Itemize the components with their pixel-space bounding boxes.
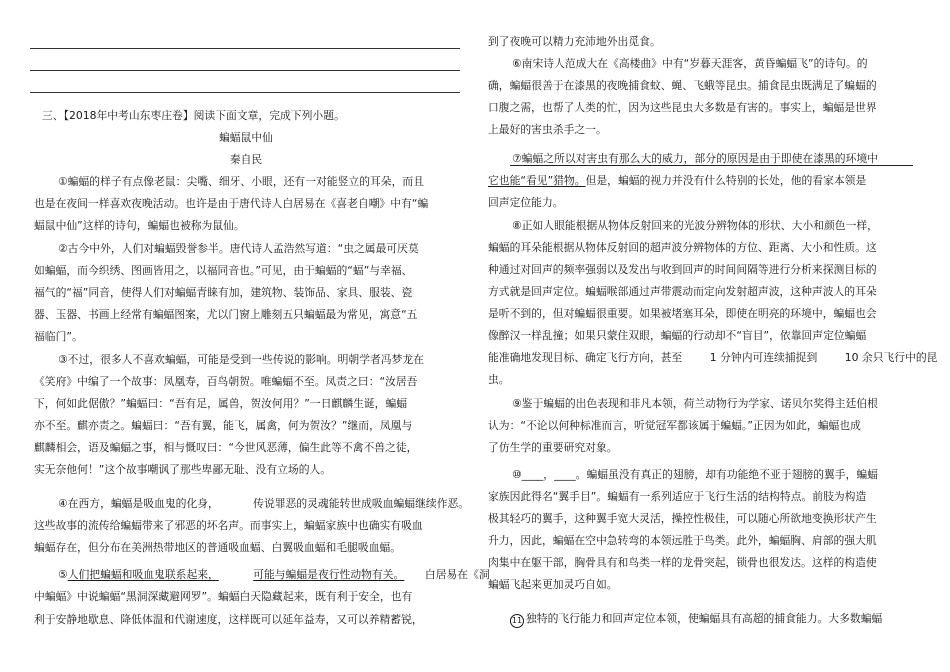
article-title: 蝙蝠鼠中仙 [219, 131, 273, 144]
underlined-sentence: 人们把蝙蝠和吸血鬼联系起来， [67, 568, 219, 581]
text-line: 蝙蝠存在，但分布在美洲热带地区的普通吸血蝠、白翼吸血蝠和毛腿吸血蝠。 [34, 541, 402, 554]
text-line: 福临门”。 [34, 330, 83, 343]
article-author: 秦自民 [229, 153, 263, 166]
text-line: 种通过对回声的频率强弱以及发出与收到回声的时间间隔等进行分析来探测目标的 [488, 263, 877, 276]
text-line: 口腹之需，也帮了人类的忙，因为这些昆虫大多数是有害的。事实上，蝙蝠是世界 [488, 101, 877, 114]
text-line: 中蝙蝠》中说蝙蝠“黑洞深藏避网罗”。蝙蝠白天隐藏起来，既有利于安全，也有 [34, 590, 413, 603]
text-line: 下，何如此倨傲？”蝙蝠曰：“吾有足，属兽，贺汝何用？”一日麒麟生诞，蝙蝠 [34, 397, 408, 410]
text-line: 了仿生学的重要研究对象。 [488, 441, 618, 454]
answer-line [30, 70, 460, 71]
text-line: 是听不到的，但对蝙蝠很重要。如果被堵塞耳朵，即使在明亮的环境中，蝙蝠也会 [488, 307, 877, 320]
text-line: 肉集中在躯干部，胸骨具有和鸟类一样的龙骨突起，锁骨也很发达。这样的构造使 [488, 556, 877, 569]
text-span: 但是，蝙蝠的视力并没有什么特别的长处，他的看家本领是 [585, 174, 867, 187]
text-line: 实无奈他何！”这个故事嘲讽了那些卑鄙无耻、没有立场的人。 [34, 463, 332, 476]
answer-line [30, 92, 460, 93]
text-line: 确，蝙蝠很善于在漆黑的夜晚捕食蚊、蝇、飞蛾等昆虫。捕食昆虫既满足了蝙蝠的 [488, 79, 877, 92]
text-line: 回声定位能力。 [488, 196, 564, 209]
paragraph-11-line [510, 612, 882, 628]
text-line: ⑩____，____。蝙蝠虽没有真正的翅膀，却有功能绝不亚于翅膀的翼手，蝙蝠 [512, 468, 878, 481]
underline [510, 165, 913, 166]
paragraph-number: ⑤ [58, 568, 68, 581]
text-line: 利于安静地歇息、降低体温和代谢速度，这样既可以延年益寿，又可以养精蓄锐， [34, 613, 423, 626]
text-line: 虫。 [488, 373, 510, 386]
text-line: ①蝙蝠的样子有点像老鼠：尖嘴、细牙、小眼，还有一对能竖立的耳朵，而且 [58, 175, 424, 188]
text-line: 极其轻巧的翼手，这种翼手宽大灵活，操控性极佳，可以随心所欲地变换形状产生 [488, 512, 877, 525]
text-line: ④在西方，蝙蝠是吸血鬼的化身， 传说罪恶的灵魂能转世成吸血蝙蝠继续作恶。 [58, 497, 470, 510]
text-line: ⑥南宋诗人范成大在《高楼曲》中有“岁暮天涯客，黄昏蝙蝠飞”的诗句。的 [512, 57, 868, 70]
underlined-sentence: 可能与蝙蝠是夜行性动物有关。 [253, 568, 405, 581]
underlined-sentence: 它也能“看见”猎物。 [488, 174, 586, 187]
text-line: 升力，因此，蝙蝠在空中急转弯的本领远胜于鸟类。此外，蝙蝠胸、肩部的强大肌 [488, 534, 877, 547]
text-line: 像醉汉一样乱撞；如果只蒙住双眼，蝙蝠的行动却不“盲目”，依靠回声定位蝙蝠 [488, 329, 867, 342]
text-line: 如蝙蝠，而今织绣、图画皆用之，以福同音也。”可见，由于蝙蝠的“蝠”与幸福、 [34, 264, 413, 277]
text-line: 蝠鼠中仙”这样的诗句，蝙蝠也被称为鼠仙。 [34, 219, 245, 232]
question-heading: 三、【2018年中考山东枣庄卷】阅读下面文章，完成下列小题。 [42, 109, 345, 122]
paragraph-7-line-1 [512, 152, 878, 166]
text-line: 方式就是回声定位。蝙蝠喉部通过声带震动而定向发射超声波，这种声波人的耳朵 [488, 285, 877, 298]
text-line: ⑨鉴于蝙蝠的出色表现和非凡本领，荷兰动物行为学家、诺贝尔奖得主廷伯根 [512, 397, 878, 410]
paragraph-5-line [58, 568, 490, 582]
text-line: 蝙蝠的耳朵能根据从物体反射回的超声波分辨物体的方位、距离、大小和性质。这 [488, 241, 877, 254]
text-line: 器、玉器、书画上经常有蝙蝠图案，尤以门窗上雕刻五只蝙蝠最为常见，寓意“五 [34, 308, 418, 321]
paragraph-number-circled: 11 [510, 614, 524, 628]
underlined-sentence: ⑦蝙蝠之所以对害虫有那么大的威力，部分的原因是由于即使在漆黑的环境中 [512, 152, 878, 165]
text-line: 到了夜晚可以精力充沛地外出觅食。 [488, 35, 661, 48]
text-line: ③不过，很多人不喜欢蝙蝠，可能是受到一些传说的影响。明朝学者冯梦龙在 [58, 353, 424, 366]
text-line: 这些故事的流传给蝙蝠带来了邪恶的坏名声。而事实上，蝙蝠家族中也确实有吸血 [34, 519, 423, 532]
text-line: 麒麟相会，语及蝙蝠之事，相与慨叹曰：“今世风恶薄，偏生此等不禽不兽之徒， [34, 441, 418, 454]
text-line: 认为：“不论以何种标准而言，听觉冠军都该属于蝙蝠。”正因为如此，蝙蝠也成 [488, 419, 861, 432]
paragraph-7-line-2 [488, 174, 866, 188]
text-line: 家族因此得名“翼手目”。蝙蝠有一系列适应于飞行生活的结构特点。前肢为构造 [488, 490, 867, 503]
text-line: 福气的“福”同音，使得人们对蝙蝠青睐有加，建筑物、装饰品、家具、服装、瓷 [34, 286, 413, 299]
text-line: 亦不至。麒亦责之。蝙蝠曰：“吾有翼，能飞，属禽，何为贺汝？”继而，凤凰与 [34, 419, 413, 432]
text-span: 独特的飞行能力和回声定位本领，使蝙蝠具有高超的捕食能力。大多数蝙蝠 [526, 612, 883, 625]
text-line: 蝙蝠飞起来更加灵巧自如。 [488, 578, 618, 591]
text-line: ⑧正如人眼能根据从物体反射回来的光波分辨物体的形状、大小和颜色一样， [512, 219, 878, 232]
text-line: 上最好的害虫杀手之一。 [488, 123, 607, 136]
text-line: ②古今中外，人们对蝙蝠毁誉参半。唐代诗人孟浩然写道：“虫之属最可厌莫 [58, 242, 419, 255]
text-span: 白居易在《洞 [404, 568, 490, 581]
answer-line [30, 48, 460, 49]
text-line: 《笑府》中编了一个故事：凤凰寿，百鸟朝贺。唯蝙蝠不至。凤责之曰：“汝居吾 [34, 375, 418, 388]
text-line: 也是在夜间一样喜欢夜晚活动。也许是由于唐代诗人白居易在《喜老自嘲》中有“蝙 [34, 197, 429, 210]
text-line: 能准确地发现目标、确定飞行方向，甚至 1 分钟内可连续捕捉到 10 余只飞行中的昆 [488, 351, 938, 364]
